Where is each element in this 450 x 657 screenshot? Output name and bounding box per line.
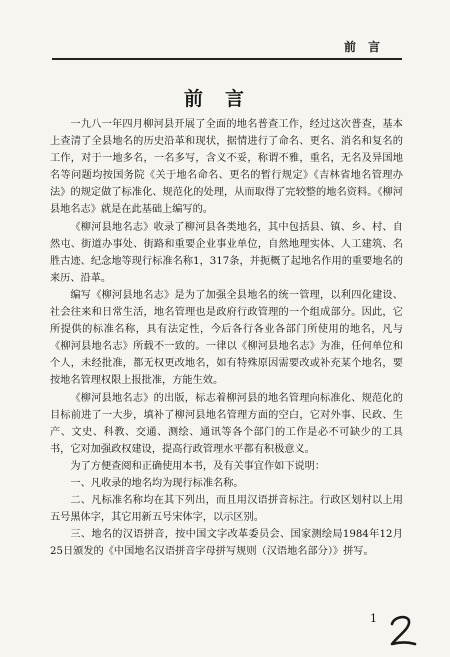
body-text [50,116,403,560]
paragraph: 《柳河县地名志》的出版，标志着柳河县的地名管理向标准化、规范化的目标前进了一大步，填补了柳河县地名管理方面的空白，它对外事、民政、生产、文史、科教、交通、测绘、通讯等各个部门的工作是必不可缺少的工具书，它对加强政权建设，提高行政管理水平都有积极意义。 [50,392,403,455]
handwritten-page-mark [388,614,418,648]
paragraph: 为了方便查阅和正确使用本书，及有关事宜作如下说明： [70,460,326,472]
running-header: 前言 [343,40,392,54]
paragraph: 三、地名的汉语拼音，按中国文字改革委员会、国家测绘局1984年12月25日颁发的《中国地名汉语拼音字母拼写规则（汉语地名部分）》拼写。 [50,529,403,558]
paragraph: 一、凡收录的地名均为现行标准名称。 [70,477,244,489]
page-number: 1 [370,612,377,625]
paragraph: 编写《柳河县地名志》是为了加强全县地名的统一管理，以利四化建设、社会往来和日常生活，地名管理也是政府行政管理的一个组成部分。因此，它所提供的标准名称，具有法定性，今后各行各业各部门所使用的地名，凡与《柳河县地名志》所载不一致的。一律以《柳河县地名志》为准，任何单位和个人，未经批准，都无权更改地名，如有特殊原因需要改或补充某个地名，要按地名管理权限上报批准，方能生效。 [50,289,403,387]
paragraph: 《柳河县地名志》收录了柳河县各类地名，其中包括县、镇、乡、村、自然屯、街道办事处、街路和重要企业事业单位，自然地理实体、人工建筑、名胜古迹、纪念地等现行标准名称1，317条，并扼概了起地名作用的重要地名的来历、沿革。 [50,221,403,284]
paragraph: 二、凡标准名称均在其下列出，而且用汉语拼音标注。行政区划村以上用五号黑体字，其它用新五号宋体字，以示区别。 [50,495,403,524]
page-title: 前言 [183,88,266,110]
header-rule [52,58,402,60]
paragraph: 一九八一年四月柳河县开展了全面的地名普查工作，经过这次普查，基本上查清了全县地名的历史沿革和现状，据情进行了命名、更名、消名和复名的工作，对于一地多名，一名多写，含义不妥，称谓不雅，重名，无名及异国地名等问题均按国务院《关于地名命名、更名的暂行规定》《吉林省地名管理办法》的规定做了标准化、规范化的处理，从而取得了完较整的地名资料。《柳河县地名志》就是在此基础上编写的。 [50,119,403,216]
